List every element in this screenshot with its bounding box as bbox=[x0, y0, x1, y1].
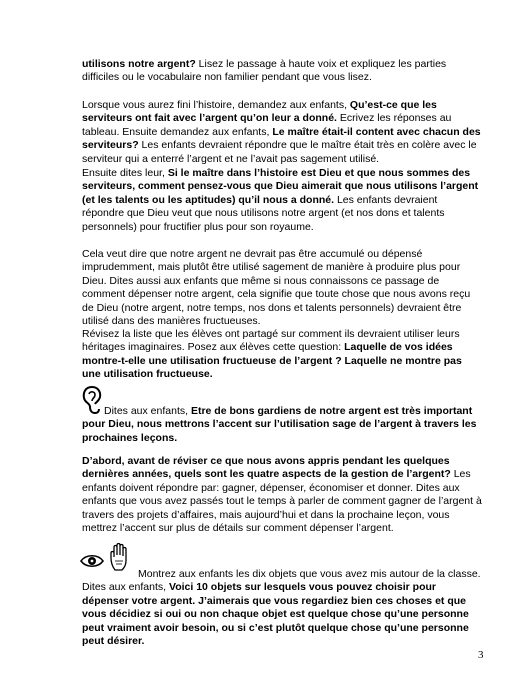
paragraph-5 bbox=[82, 328, 482, 382]
text: Ensuite dites leur, bbox=[82, 167, 168, 179]
eye-icon bbox=[80, 554, 104, 568]
bold-text: utilisons notre argent? bbox=[82, 58, 196, 70]
paragraph-3 bbox=[82, 167, 482, 234]
bold-text: Qu’est-ce que les serviteurs ont fait avec l’argent qu’on leur a donné. bbox=[82, 99, 437, 125]
text: Révisez la liste que les élèves ont partagé sur comment ils devraient utiliser leurs héritages imaginaires. Posez aux élèves cette question: bbox=[82, 328, 460, 354]
text: Ecrivez les réponses au tableau. Ensuite demandez aux enfants, bbox=[82, 112, 452, 138]
text: Cela veut dire que notre argent ne devrait pas être accumulé ou dépensé imprudemment, mais plutôt être utilisé sagement de manière à produire plus pour Dieu. Dites aussi aux enfants que même si nous connaissons ce passage de comment dépenser notre argent, cela signifie que toute chose que nous avons reçu de Dieu (notre argent, notre temps, nos dons et talents personnels) devraient être utilisé dans des manières fructueuses. bbox=[82, 248, 471, 328]
bold-text: D’abord, avant de réviser ce que nous avons appris pendant les quelques dernières années, quels sont les quatre aspects de la gestion de l’argent? bbox=[82, 455, 451, 481]
text: Dites aux enfants, bbox=[104, 405, 191, 417]
paragraph-8 bbox=[82, 568, 482, 648]
paragraph-1 bbox=[82, 58, 482, 85]
text: Lorsque vous aurez fini l’histoire, demandez aux enfants, bbox=[82, 99, 350, 111]
text: Les enfants doivent répondre par: gagner, dépenser, économiser et donner. Dites aux enfants que vous avez passés tout le temps à parler de comment gagner de l’argent à travers des projets d’affaires, mais aujourd’hui et dans la prochaine leçon, vous mettrez l’accent sur plus de détails sur comment dépenser l’argent. bbox=[82, 468, 482, 535]
paragraph-7 bbox=[82, 455, 482, 535]
paragraph-2 bbox=[82, 99, 482, 166]
bold-text: Si le maître dans l’histoire est Dieu et que nous sommes des serviteurs, comment pensez-vous que Dieu aimerait que nous utilisons l’argent (et les talents ou les aptitudes) qu’il nous a donné. bbox=[82, 167, 479, 206]
bold-text: Laquelle de vos idées montre-t-elle une utilisation fructueuse de l’argent ? Laquelle ne montre pas une utilisation fructueuse. bbox=[82, 341, 462, 381]
bold-text: Voici 10 objets sur lesquels vous pouvez choisir pour dépenser votre argent. J’aimerais que vous regardiez bien ces choses et que vous décidiez si oui ou non chaque objet est quelque chose qu’une personne peut vraiment avoir besoin, ou si c’est plutôt quelque chose qu’une personne peut désirer. bbox=[82, 581, 469, 648]
bold-text: Etre de bons gardiens de notre argent est très important pour Dieu, nous mettrons l’accent sur l’utilisation sage de l’argent à travers les prochaines leçons. bbox=[82, 405, 477, 444]
text: Lisez le passage à haute voix et expliquez les parties difficiles ou le vocabulaire non familier pendant que vous lisez. bbox=[82, 58, 447, 84]
page-number: 3 bbox=[478, 649, 484, 661]
text: Les enfants devraient répondre que le maître était très en colère avec le serviteur qui a enterré l’argent et ne l’avait pas sagement utilisé. bbox=[82, 139, 477, 165]
text: Montrez aux enfants les dix objets que vous avez mis autour de la classe. Dites aux enfants, bbox=[82, 568, 481, 594]
paragraph-6 bbox=[82, 405, 482, 445]
text: Les enfants devraient répondre que Dieu veut que nous utilisons notre argent (et nos dons et talents personnels) pour fructifier plus pour son royaume. bbox=[82, 193, 445, 233]
paragraph-4 bbox=[82, 248, 482, 328]
bold-text: Le maître était-il content avec chacun des serviteurs? bbox=[82, 125, 481, 152]
